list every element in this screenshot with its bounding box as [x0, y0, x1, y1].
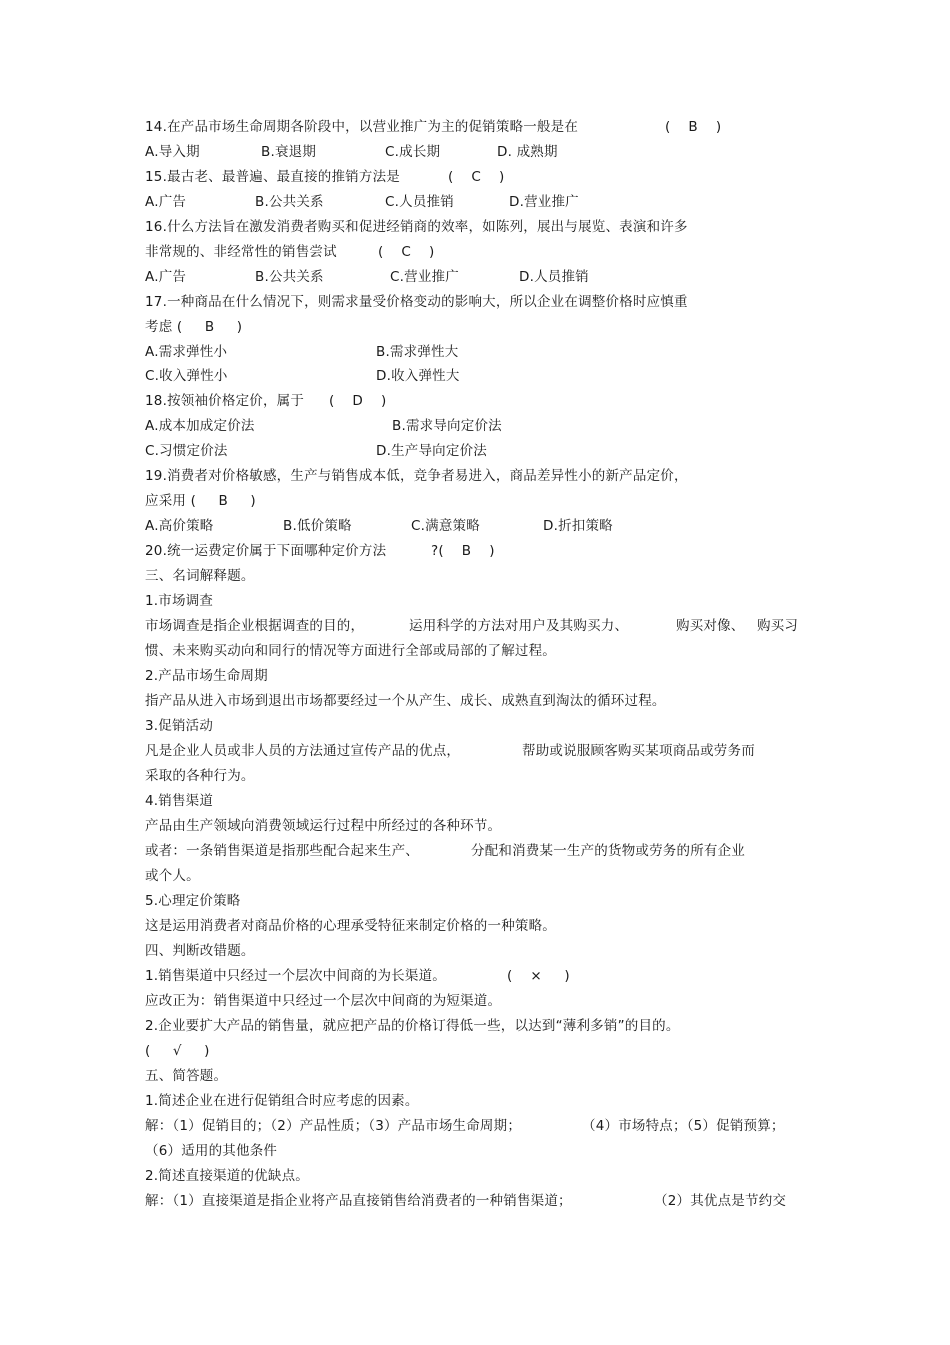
judgement-2: 2.企业要扩大产品的销售量，就应把产品的价格订得低一些，以达到“薄利多销”的目的。 — [145, 1018, 680, 1034]
section-title: 五、简答题。 — [145, 1068, 228, 1084]
short-question: 2.简述直接渠道的优缺点。 — [145, 1168, 309, 1184]
section-title: 三、名词解释题。 — [145, 568, 255, 584]
term-definition: 指产品从进入市场到退出市场都要经过一个从产生、成长、成熟直到淘汰的循环过程。 — [145, 693, 666, 709]
term-definition-cont: 或个人。 — [145, 868, 200, 884]
option-b: B.衰退期 — [261, 144, 317, 160]
answer: ( √ ) — [145, 1043, 210, 1059]
question-17-cont — [145, 316, 243, 338]
options-16 — [145, 266, 589, 288]
option-d: D.生产导向定价法 — [376, 443, 487, 459]
options-18-row1 — [145, 415, 502, 437]
term-definition-cont: 惯、未来购买动向和同行的情况等方面进行全部或局部的了解过程。 — [145, 643, 556, 659]
option-c: C.满意策略 — [411, 518, 480, 534]
option-b: B.低价策略 — [283, 518, 352, 534]
question-18 — [145, 390, 387, 412]
question-stem: 15.最古老、最普遍、最直接的推销方法是 — [145, 169, 400, 185]
option-c: C.收入弹性小 — [145, 368, 228, 384]
option-d: D.营业推广 — [509, 194, 579, 210]
question-stem-line2: 应采用 ( B ) — [145, 493, 256, 509]
section-title: 四、判断改错题。 — [145, 943, 255, 959]
judgement-1 — [145, 965, 570, 987]
term-title: 3.促销活动 — [145, 718, 214, 734]
option-d: D. 成熟期 — [497, 144, 558, 160]
option-b: B.公共关系 — [255, 269, 324, 285]
answer: ( C ) — [448, 169, 505, 185]
question-19 — [145, 465, 688, 487]
option-a: A.成本加成定价法 — [145, 418, 255, 434]
short-answer: 解：（1）直接渠道是指企业将产品直接销售给消费者的一种销售渠道； （2）其优点是节约交 — [145, 1193, 787, 1209]
option-a: A.高价策略 — [145, 518, 214, 534]
options-17-row1 — [145, 341, 459, 363]
judgement-stem: 1.销售渠道中只经过一个层次中间商的为长渠道。 — [145, 968, 446, 984]
answer: ( D ) — [329, 393, 387, 409]
option-b: B.需求弹性大 — [376, 344, 459, 360]
option-a: A.需求弹性小 — [145, 344, 228, 360]
question-19-cont — [145, 490, 256, 512]
question-16-cont — [145, 241, 435, 263]
term-title: 1.市场调查 — [145, 593, 214, 609]
option-b: B.需求导向定价法 — [392, 418, 502, 434]
answer: ( C ) — [378, 244, 435, 260]
answer: ( × ) — [507, 968, 570, 984]
answer: ?( B ) — [431, 543, 495, 559]
option-a: A.广告 — [145, 269, 187, 285]
term-definition: 市场调查是指企业根据调查的目的， 运用科学的方法对用户及其购买力、 购买对像、 购买习 — [145, 618, 799, 634]
term-definition: 凡是企业人员或非人员的方法通过宣传产品的优点， 帮助或说服顾客购买某项商品或劳务而 — [145, 743, 755, 759]
question-stem-line2: 考虑 ( B ) — [145, 319, 243, 335]
option-d: D.折扣策略 — [543, 518, 613, 534]
term-definition: 产品由生产领域向消费领域运行过程中所经过的各种环节。 — [145, 818, 502, 834]
option-a: A.导入期 — [145, 144, 200, 160]
options-19 — [145, 515, 613, 537]
term-definition: 这是运用消费者对商品价格的心理承受特征来制定价格的一种策略。 — [145, 918, 556, 934]
question-stem-line1: 17.一种商品在什么情况下，则需求量受价格变动的影响大，所以企业在调整价格时应慎重 — [145, 294, 688, 310]
question-stem: 20.统一运费定价属于下面哪种定价方法 — [145, 543, 387, 559]
term-definition-alt: 或者：一条销售渠道是指那些配合起来生产、 分配和消费某一生产的货物或劳务的所有企业 — [145, 843, 745, 859]
option-a: A.广告 — [145, 194, 187, 210]
option-c: C.营业推广 — [390, 269, 459, 285]
question-stem-line1: 19.消费者对价格敏感，生产与销售成本低，竞争者易进入，商品差异性小的新产品定价， — [145, 468, 688, 484]
options-17-row2 — [145, 365, 460, 387]
option-b: B.公共关系 — [255, 194, 324, 210]
option-c: C.习惯定价法 — [145, 443, 228, 459]
option-c: C.人员推销 — [385, 194, 454, 210]
question-14 — [145, 116, 722, 138]
answer: ( B ) — [665, 119, 722, 135]
options-14 — [145, 141, 558, 163]
question-17 — [145, 291, 688, 313]
options-18-row2 — [145, 440, 487, 462]
correction: 应改正为：销售渠道中只经过一个层次中间商的为短渠道。 — [145, 993, 502, 1009]
question-20 — [145, 540, 495, 562]
options-15 — [145, 191, 579, 213]
term-title: 4.销售渠道 — [145, 793, 214, 809]
option-d: D.收入弹性大 — [376, 368, 460, 384]
option-d: D.人员推销 — [519, 269, 589, 285]
short-answer: 解：（1）促销目的；（2）产品性质；（3）产品市场生命周期； （4）市场特点；（5）促销预算； — [145, 1118, 785, 1134]
question-stem: 14.在产品市场生命周期各阶段中，以营业推广为主的促销策略一般是在 — [145, 119, 579, 135]
term-title: 2.产品市场生命周期 — [145, 668, 268, 684]
short-answer-cont: （6）适用的其他条件 — [145, 1143, 278, 1159]
option-c: C.成长期 — [385, 144, 441, 160]
short-question: 1.简述企业在进行促销组合时应考虑的因素。 — [145, 1093, 419, 1109]
question-15 — [145, 166, 505, 188]
term-definition-cont: 采取的各种行为。 — [145, 768, 255, 784]
question-16 — [145, 216, 688, 238]
question-stem-line1: 16.什么方法旨在激发消费者购买和促进经销商的效率，如陈列，展出与展览、表演和许多 — [145, 219, 688, 235]
term-title: 5.心理定价策略 — [145, 893, 241, 909]
question-stem-line2: 非常规的、非经常性的销售尝试 — [145, 244, 337, 260]
question-stem: 18.按领袖价格定价，属于 — [145, 393, 305, 409]
